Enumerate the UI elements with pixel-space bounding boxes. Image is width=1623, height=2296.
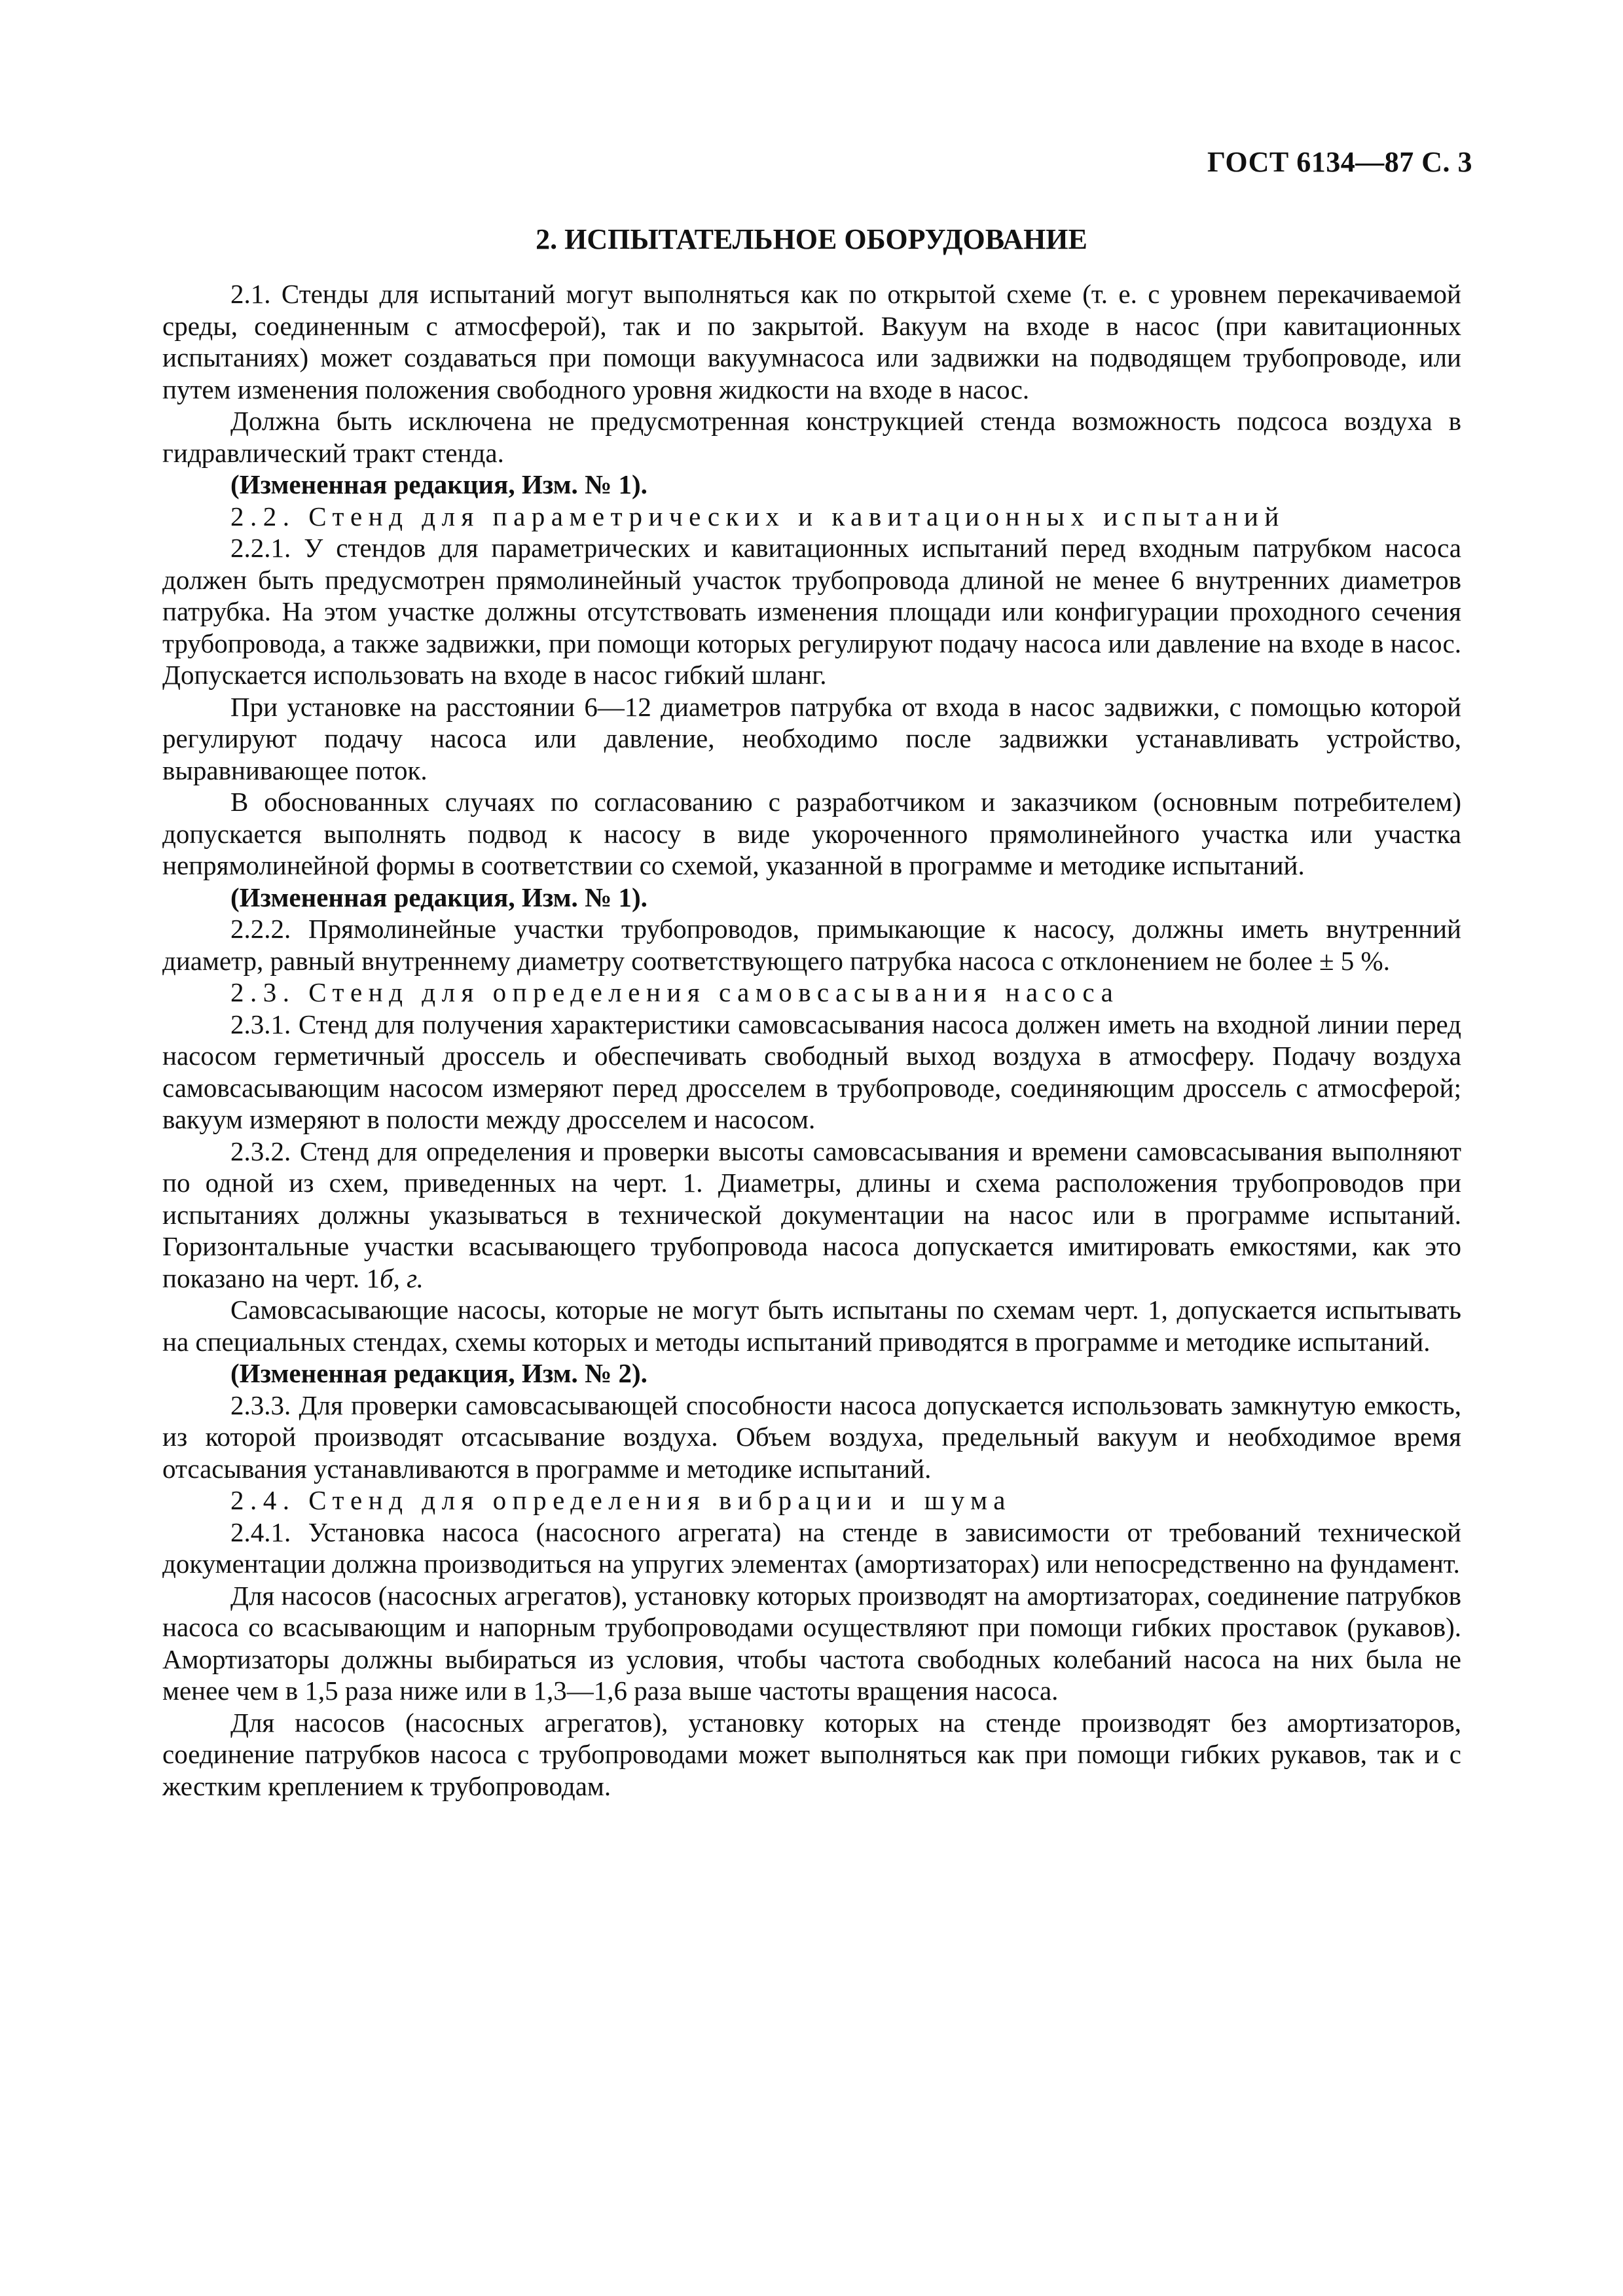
paragraph-2-2-1-c: В обоснованных случаях по согласованию с разработчиком и заказчиком (основным потребителем) допускается выполнять подвод к насосу в виде укороченного прямолинейного участка или участка непрямолинейной формы в соответствии со схемой, указанной в программе и методике испытаний. (162, 787, 1461, 880)
page-header: ГОСТ 6134—87 С. 3 (1207, 146, 1472, 178)
paragraph-2-3-1: 2.3.1. Стенд для получения характеристики самовсасывания насоса должен иметь на входной линии перед насосом герметичный дроссель и обеспечивать свободный выход воздуха в атмосферу. Подачу воздуха самовсасывающим насосом измеряют перед дросселем в трубопроводе, соединяющим дроссель с атмосферой; вакуум измеряют в полости между дросселем и насосом. (162, 1009, 1461, 1134)
subsection-heading-2-2: 2.2. Стенд для параметрических и кавитационных испытаний (230, 501, 1285, 531)
paragraph-2-2-2: 2.2.2. Прямолинейные участки трубопроводов, примыкающие к насосу, должны иметь внутренний диаметр, равный внутреннему диаметру соответствующего патрубка насоса с отклонением не более ± 5 %. (162, 914, 1461, 976)
paragraph-2-3-2-italic: б, г. (380, 1263, 424, 1293)
paragraph-2-4-1: 2.4.1. Установка насоса (насосного агрегата) на стенде в зависимости от требований технической документации должна производиться на упругих элементах (амортизаторах) или непосредственно на фундамент. (162, 1516, 1461, 1579)
amendment-note: (Измененная редакция, Изм. № 1). (230, 469, 647, 499)
amendment-note: (Измененная редакция, Изм. № 1). (230, 882, 647, 912)
amendment-note: (Измененная редакция, Изм. № 2). (230, 1358, 647, 1388)
paragraph-2-2-1: 2.2.1. У стендов для параметрических и кавитационных испытаний перед входным патрубком насоса должен быть предусмотрен прямолинейный участок трубопровода длиной не менее 6 внутренних диаметров патрубка. На этом участке должны отсутствовать изменения площади или конфигурации проходного сечения трубопровода, а также задвижки, при помощи которых регулируют подачу насоса или давление на входе в насос. Допускается использовать на входе в насос гибкий шланг. (162, 533, 1461, 690)
paragraph-2-4-1-c: Для насосов (насосных агрегатов), установку которых на стенде производят без амортизаторов, соединение патрубков насоса с трубопроводами может выполняться как при помощи гибких рукавов, так и с жестким креплением к трубопроводам. (162, 1707, 1461, 1801)
paragraph-2-3-3: 2.3.3. Для проверки самовсасывающей способности насоса допускается использовать замкнутую емкость, из которой производят отсасывание воздуха. Объем воздуха, предельный вакуум и необходимое время отсасывания устанавливаются в программе и методике испытаний. (162, 1390, 1461, 1484)
paragraph-2-4-1-b: Для насосов (насосных агрегатов), установку которых производят на амортизаторах, соединение патрубков насоса со всасывающим и напорным трубопроводами осуществляют при помощи гибких проставок (рукавов). Амортизаторы должны выбираться из условия, чтобы частота свободных колебаний насоса на них была не менее чем в 1,5 раза ниже или в 1,3—1,6 раза выше частоты вращения насоса. (162, 1580, 1461, 1706)
paragraph-2-1-b: Должна быть исключена не предусмотренная конструкцией стенда возможность подсоса воздуха в гидравлический тракт стенда. (162, 406, 1461, 468)
subsection-heading-2-3: 2.3. Стенд для определения самовсасывания насоса (230, 977, 1120, 1007)
paragraph-2-1: 2.1. Стенды для испытаний могут выполняться как по открытой схеме (т. е. с уровнем перекачиваемой среды, соединенным с атмосферой), так и по закрытой. Вакуум на входе в насос (при кавитационных испытаниях) может создаваться при помощи вакуумнасоса или задвижки на подводящем трубопроводе, или путем изменения положения свободного уровня жидкости на входе в насос. (162, 279, 1461, 404)
paragraph-2-3-2-text: 2.3.2. Стенд для определения и проверки высоты самовсасывания и времени самовсасывания выполняют по одной из схем, приведенных на черт. 1. Диаметры, длины и схема расположения трубопроводов при испытаниях должны указываться в технической документации на насос или в программе испытаний. Горизонтальные участки всасывающего трубопровода насоса допускается имитировать емкостями, как это показано на черт. 1 (162, 1136, 1461, 1293)
section-title: 2. ИСПЫТАТЕЛЬНОЕ ОБОРУДОВАНИЕ (536, 223, 1087, 255)
document-body (162, 278, 1461, 1802)
paragraph-2-3-2-b: Самовсасывающие насосы, которые не могут быть испытаны по схемам черт. 1, допускается испытывать на специальных стендах, схемы которых и методы испытаний приводятся в программе и методике испытаний. (162, 1295, 1461, 1357)
paragraph-2-3-2 (162, 1136, 1461, 1295)
subsection-heading-2-4: 2.4. Стенд для определения вибрации и шума (230, 1485, 1012, 1515)
paragraph-2-2-1-b: При установке на расстоянии 6—12 диаметров патрубка от входа в насос задвижки, с помощью которой регулируют подачу насоса или давление, необходимо после задвижки устанавливать устройство, выравнивающее поток. (162, 691, 1461, 785)
